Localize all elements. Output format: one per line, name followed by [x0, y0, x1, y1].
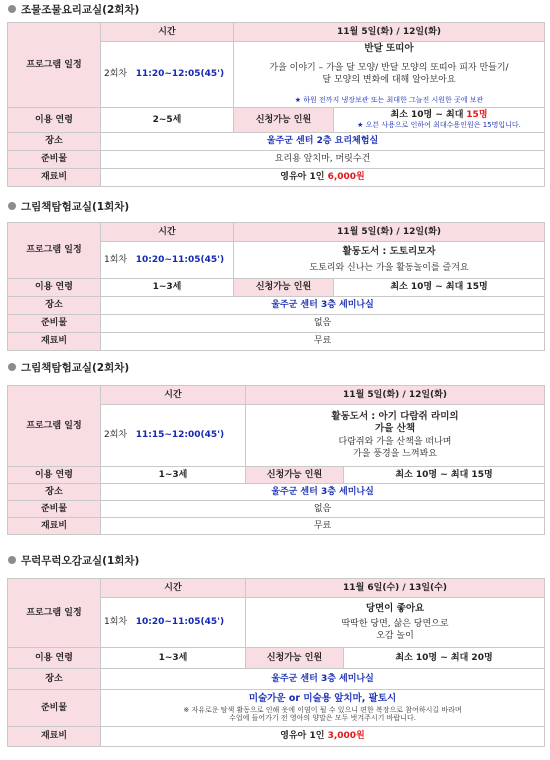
fee-label: 재료비: [8, 518, 101, 535]
date-header: 11월 6일(수) / 13일(수): [246, 579, 545, 598]
date-header: 11월 5일(화) / 12일(화): [234, 23, 545, 42]
date-header: 11월 5일(화) / 12일(화): [234, 223, 545, 242]
session-number: 1회차: [104, 254, 128, 265]
schedule-label: 프로그램 일정: [8, 23, 101, 108]
prep-label: 준비물: [8, 151, 101, 169]
fee-label: 재료비: [8, 169, 101, 187]
schedule-label: 프로그램 일정: [8, 579, 101, 648]
session-time: 11:20~12:05(45'): [135, 69, 225, 80]
age-label: 이용 연령: [8, 279, 101, 297]
fee-amount: 3,000원: [327, 731, 365, 742]
session-time: 10:20~11:05(45'): [135, 254, 225, 265]
program-cell: [246, 598, 545, 648]
fee-text: 영유아 1인: [280, 731, 325, 742]
prep-value: 미술가운 or 미술용 앞치마, 팔토시: [248, 692, 397, 704]
prep-label: 준비물: [8, 690, 101, 727]
section-title: 그림책탐험교실(2회차): [8, 360, 129, 375]
time-header: 시간: [101, 386, 246, 405]
program-desc: 가을 풍경을 느껴봐요: [353, 449, 437, 460]
program-desc: 오감 놀이: [376, 630, 414, 641]
capacity-max: 15명: [466, 110, 488, 121]
fee-value: 무료: [101, 518, 545, 535]
capacity-value: 최소 10명 ~ 최대 15명: [334, 279, 545, 297]
program-title: 활동도서 : 아기 다람쥐 라미의: [331, 410, 459, 422]
prep-cell: [101, 690, 545, 727]
fee-text: 영유아 1인: [280, 172, 325, 183]
bullet-icon: [8, 363, 16, 371]
age-value: 1~3세: [101, 648, 246, 669]
schedule-label: 프로그램 일정: [8, 223, 101, 279]
place-value: 울주군 센터 3층 세미나실: [101, 669, 545, 690]
capacity-value: 최소 10명 ~ 최대 20명: [344, 648, 545, 669]
session-cell: [101, 242, 234, 279]
capacity-cell: [334, 108, 545, 133]
prep-label: 준비물: [8, 501, 101, 518]
program-desc: 달 모양의 변화에 대해 알아보아요: [322, 75, 456, 86]
prep-value: 없음: [101, 501, 545, 518]
program-desc: 딱딱한 당면, 삶은 당면으로: [341, 618, 449, 629]
program-title: 당면이 좋아요: [365, 602, 425, 614]
fee-cell: [101, 169, 545, 187]
age-label: 이용 연령: [8, 648, 101, 669]
prep-value: 요리용 앞치마, 머릿수건: [101, 151, 545, 169]
session-number: 1회차: [104, 617, 128, 628]
age-value: 1~3세: [101, 279, 234, 297]
bullet-icon: [8, 202, 16, 210]
fee-label: 재료비: [8, 727, 101, 747]
capacity-label: 신청가능 인원: [234, 279, 334, 297]
place-value: 울주군 센터 3층 세미나실: [101, 484, 545, 501]
session-time: 11:15~12:00(45'): [135, 430, 225, 441]
program-table: [7, 22, 545, 108]
program-table: [7, 222, 545, 351]
capacity-label: 신청가능 인원: [234, 108, 334, 133]
program-desc: 가을 이야기 – 가을 달 모양/ 반달 모양의 또띠아 피자 만들기/: [269, 63, 509, 74]
program-title-2: 가을 산책: [375, 423, 416, 435]
prep-note: ※ 자유로운 탐색 활동으로 인해 옷에 이염이 될 수 있으니 편한 복장으로 참여하시길 바라며: [183, 705, 462, 714]
program-table: [7, 385, 545, 535]
place-label: 장소: [8, 669, 101, 690]
fee-amount: 6,000원: [327, 172, 365, 183]
program-title: 반달 또띠아: [364, 43, 414, 55]
bullet-icon: [8, 5, 16, 13]
place-label: 장소: [8, 297, 101, 315]
capacity-value: 최소 10명 ~ 최대 15명: [344, 467, 545, 484]
session-cell: [101, 42, 234, 108]
program-desc: 도토리와 신나는 가을 활동놀이를 즐겨요: [309, 262, 469, 273]
section-title: 조물조물요리교실(2회차): [8, 2, 139, 17]
program-table: [7, 578, 545, 747]
capacity-label: 신청가능 인원: [246, 467, 344, 484]
time-header: 시간: [101, 223, 234, 242]
age-value: 1~3세: [101, 467, 246, 484]
place-label: 장소: [8, 484, 101, 501]
program-title: 활동도서 : 도토리모자: [342, 246, 436, 258]
prep-note: 수업에 들어가기 전 영아의 양말은 모두 벗겨주시기 바랍니다.: [229, 714, 416, 723]
program-cell: [234, 42, 545, 108]
session-cell: [101, 405, 246, 467]
place-value: 울주군 센터 3층 세미나실: [101, 297, 545, 315]
age-value: 2~5세: [101, 108, 234, 133]
program-cell: [246, 405, 545, 467]
age-label: 이용 연령: [8, 467, 101, 484]
session-number: 2회차: [104, 69, 128, 80]
fee-value: 무료: [101, 333, 545, 351]
age-label: 이용 연령: [8, 108, 101, 133]
session-number: 2회차: [104, 430, 128, 441]
fee-cell: [101, 727, 545, 747]
bullet-icon: [8, 556, 16, 564]
schedule-label: 프로그램 일정: [8, 386, 101, 467]
time-header: 시간: [101, 23, 234, 42]
place-label: 장소: [8, 133, 101, 151]
time-header: 시간: [101, 579, 246, 598]
program-note: ★ 하원 전까지 냉장보관 또는 최대한 그늘진 시원한 곳에 보관: [294, 96, 484, 105]
section-title: 그림책탐험교실(1회차): [8, 199, 129, 214]
session-cell: [101, 598, 246, 648]
prep-label: 준비물: [8, 315, 101, 333]
capacity-note: ★ 오븐 사용으로 인하여 최대수용인원은 15명입니다.: [357, 121, 521, 130]
program-desc: 다람쥐와 가을 산책을 떠나며: [338, 437, 452, 448]
capacity-label: 신청가능 인원: [246, 648, 344, 669]
place-value: 울주군 센터 2층 요리체험실: [101, 133, 545, 151]
program-cell: [234, 242, 545, 279]
prep-value: 없음: [101, 315, 545, 333]
fee-label: 재료비: [8, 333, 101, 351]
info-table: [7, 107, 545, 187]
section-title: 무럭무럭오감교실(1회차): [8, 553, 139, 568]
session-time: 10:20~11:05(45'): [135, 617, 225, 628]
capacity-value: 최소 10명 ~ 최대: [390, 110, 464, 121]
date-header: 11월 5일(화) / 12일(화): [246, 386, 545, 405]
